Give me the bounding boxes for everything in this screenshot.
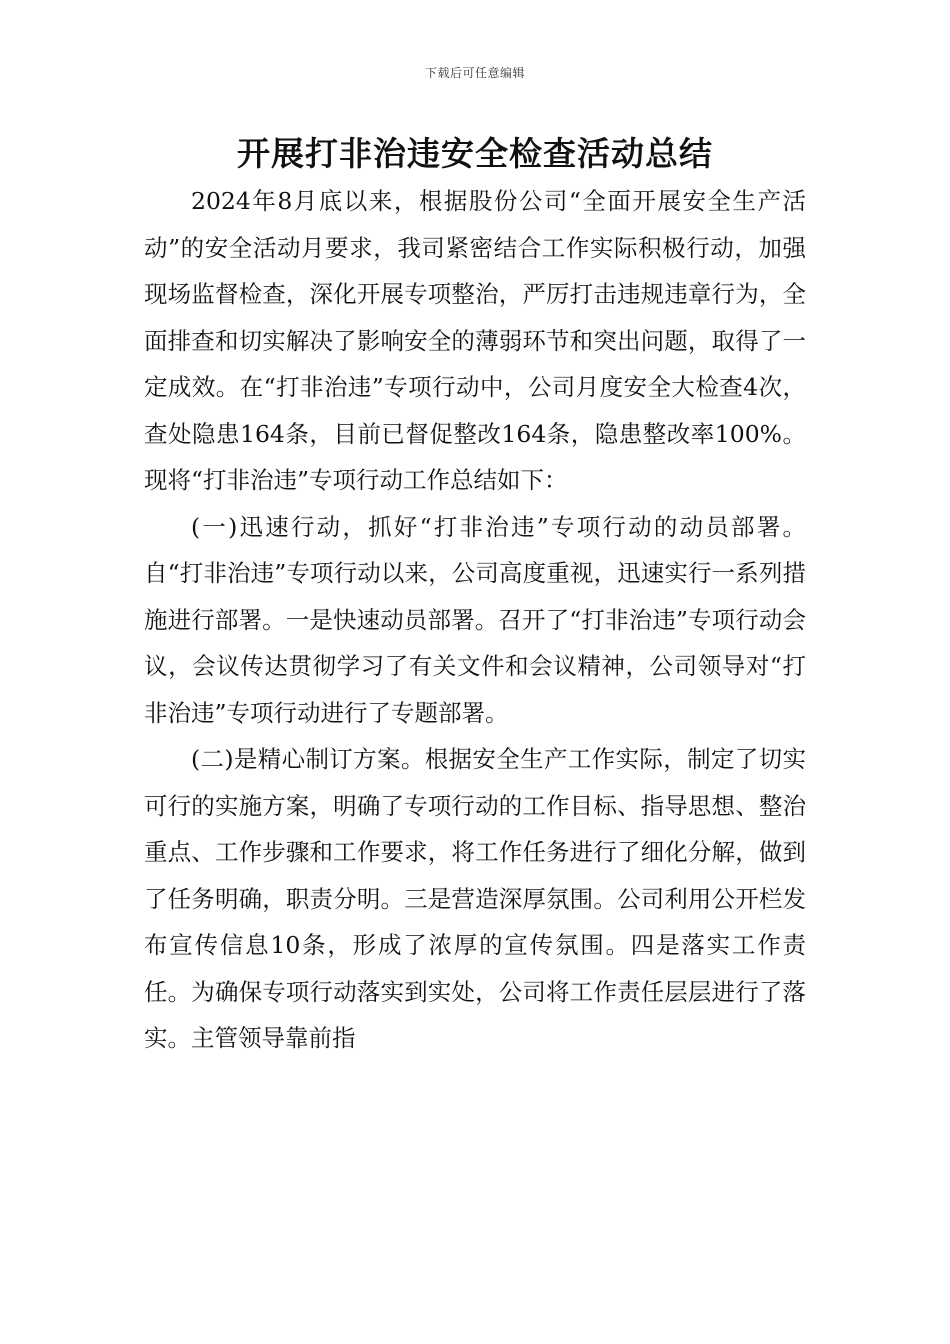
document-body xyxy=(144,178,806,1062)
header-note: 下载后可任意编辑 xyxy=(424,66,525,80)
paragraph-section-2: (二)是精心制订方案。根据安全生产工作实际，制定了切实可行的实施方案，明确了专项行动的工作目标、指导思想、整治重点、工作步骤和工作要求，将工作任务进行了细化分解，做到了任务明确，职责分明。三是营造深厚氛围。公司利用公开栏发布宣传信息10条，形成了浓厚的宣传氛围。四是落实工作责任。为确保专项行动落实到实处，公司将工作责任层层进行了落实。主管领导靠前指 xyxy=(144,745,806,1052)
document-title: 开展打非治违安全检查活动总结 xyxy=(237,134,713,173)
paragraph-intro: 2024年8月底以来，根据股份公司“全面开展安全生产活动”的安全活动月要求，我司紧密结合工作实际积极行动，加强现场监督检查，深化开展专项整治，严厉打击违规违章行为，全面排查和切实解决了影响安全的薄弱环节和突出问题，取得了一定成效。在“打非治违”专项行动中，公司月度安全大检查4次，查处隐患164条，目前已督促整改164条，隐患整改率100%。现将“打非治违”专项行动工作总结如下： xyxy=(144,187,806,494)
paragraph-section-1: (一)迅速行动，抓好“打非治违”专项行动的动员部署。自“打非治违”专项行动以来，公司高度重视，迅速实行一系列措施进行部署。一是快速动员部署。召开了“打非治违”专项行动会议，会议传达贯彻学习了有关文件和会议精神，公司领导对“打非治违”专项行动进行了专题部署。 xyxy=(144,512,806,727)
